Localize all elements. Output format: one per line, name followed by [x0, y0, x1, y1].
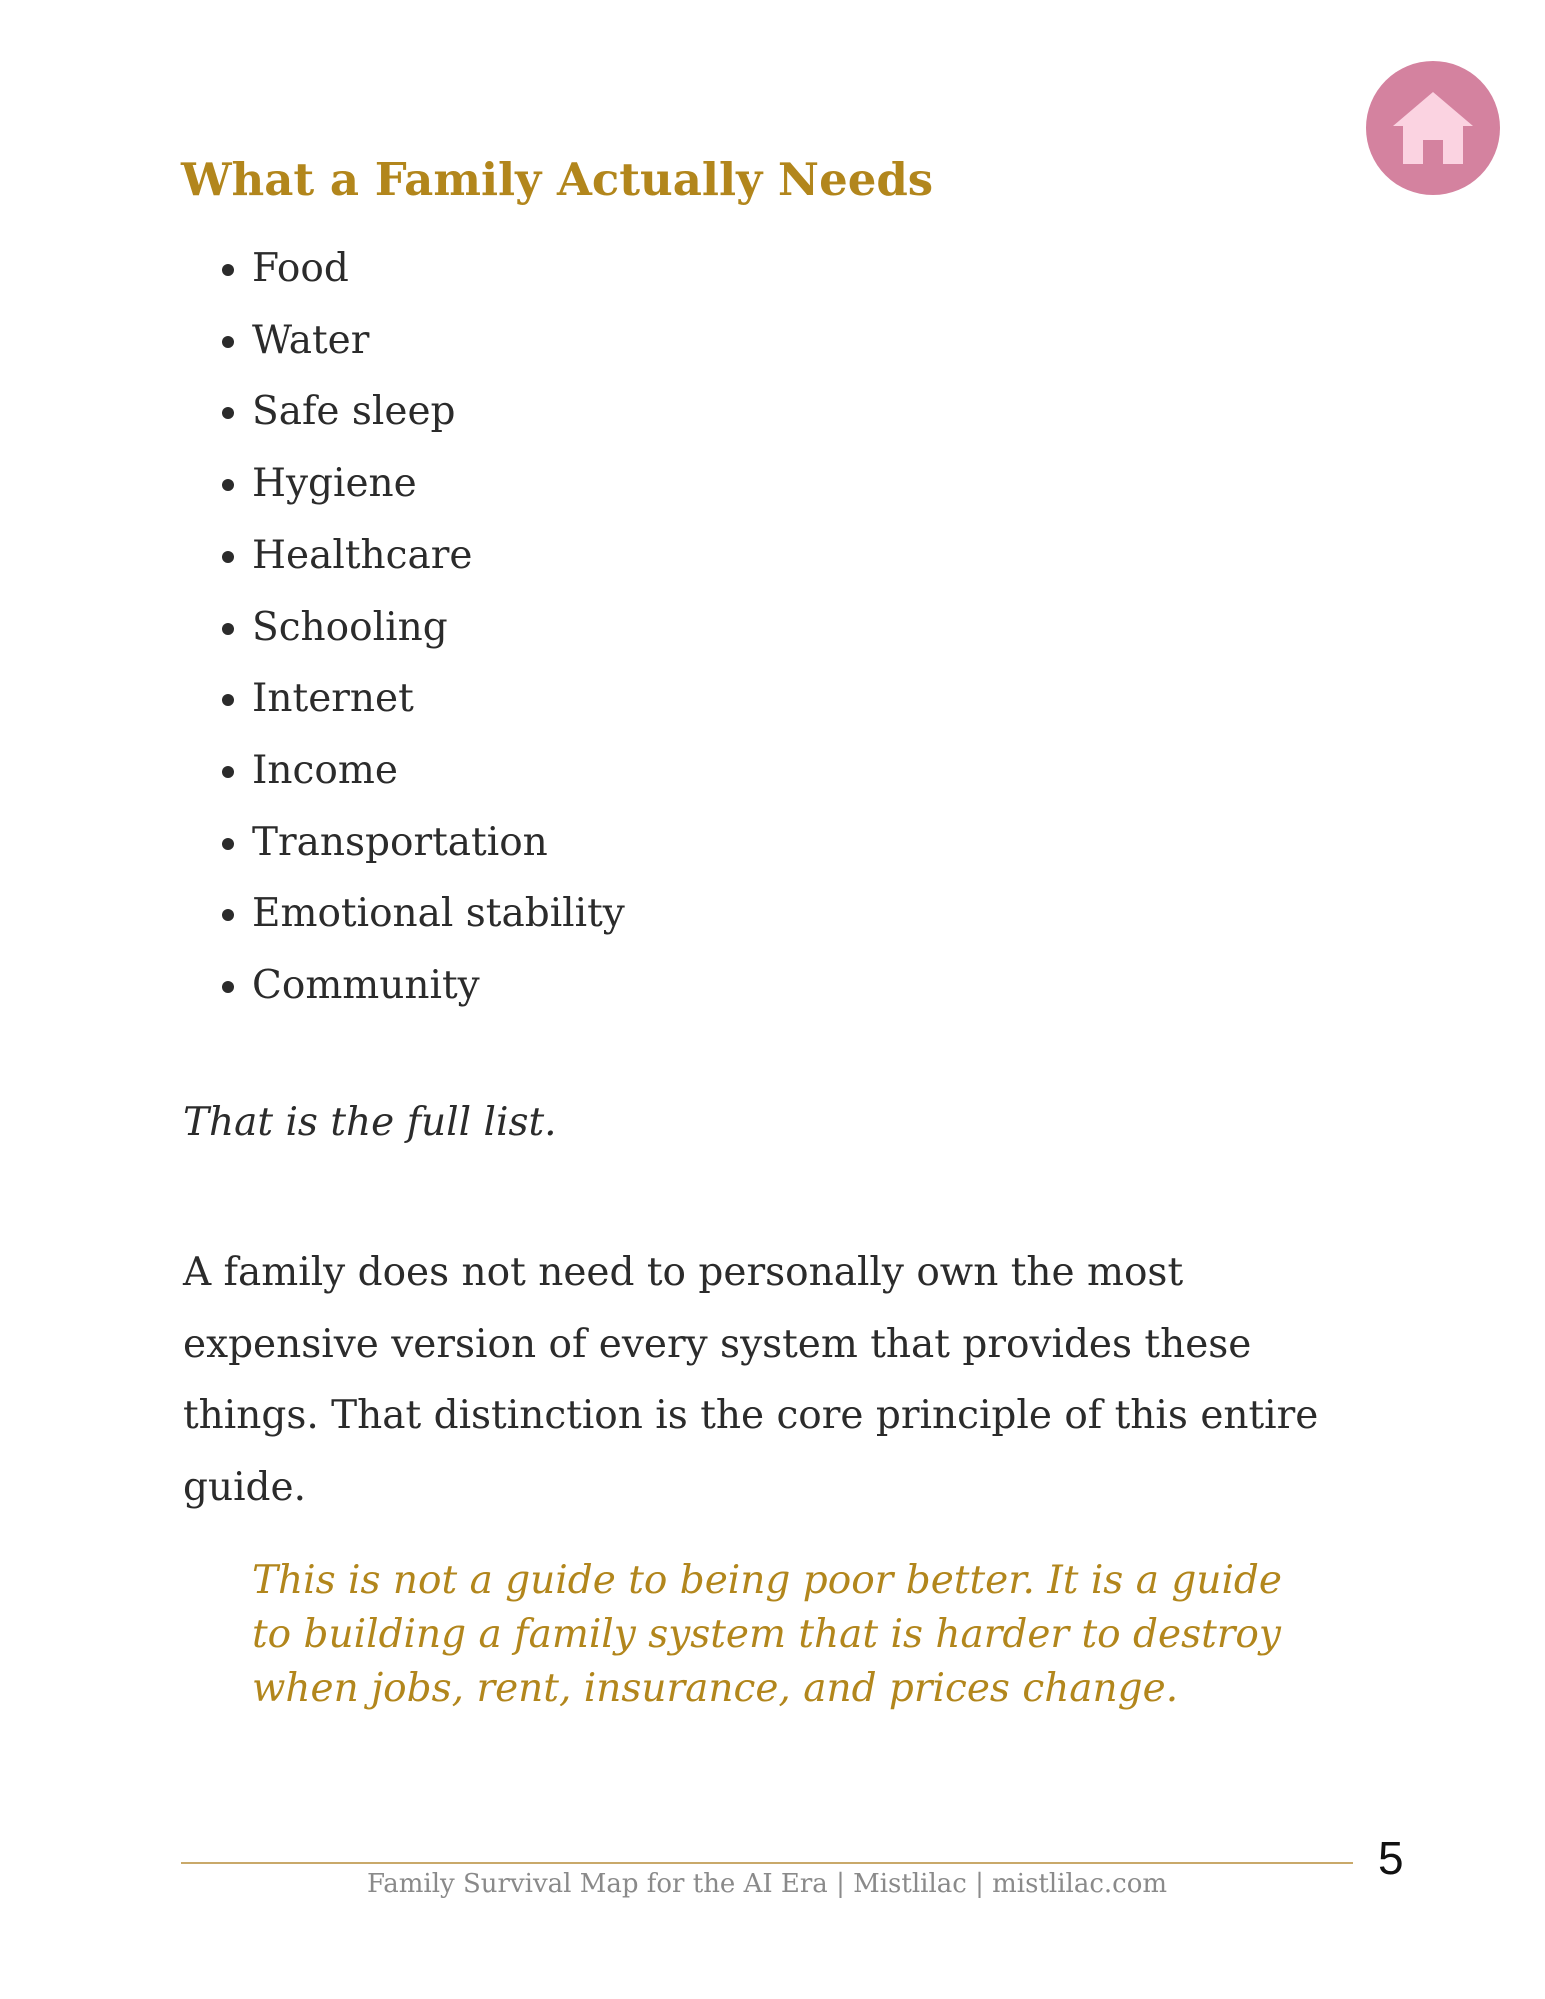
list-item: • Hygiene [252, 448, 625, 520]
list-item: • Transportation [252, 807, 625, 879]
list-item: • Emotional stability [252, 878, 625, 950]
list-note: That is the full list. [183, 1100, 557, 1145]
footer-text: Family Survival Map for the AI Era | Mistlilac | mistlilac.com [366, 1869, 1168, 1899]
list-item: • Safe sleep [252, 376, 625, 448]
list-item: • Water [252, 305, 625, 377]
list-item: • Internet [252, 663, 625, 735]
body-paragraph: A family does not need to personally own the most expensive version of every system that provides these things. That distinction is the core principle of this entire guide. [183, 1250, 1319, 1510]
home-icon [1389, 88, 1477, 168]
callout-quote: This is not a guide to being poor better. It is a guide to building a family system that is harder to destroy when jobs, rent, insurance, and prices change. [252, 1558, 1282, 1711]
list-item: • Food [252, 233, 625, 305]
list-item: • Schooling [252, 592, 625, 664]
needs-list [181, 233, 625, 1022]
list-item: • Income [252, 735, 625, 807]
home-button[interactable] [1366, 61, 1500, 195]
list-item: • Healthcare [252, 520, 625, 592]
section-heading: What a Family Actually Needs [181, 153, 934, 206]
footer-divider [181, 1862, 1353, 1864]
page-number: 5 [1378, 1832, 1404, 1884]
list-item: • Community [252, 950, 625, 1022]
